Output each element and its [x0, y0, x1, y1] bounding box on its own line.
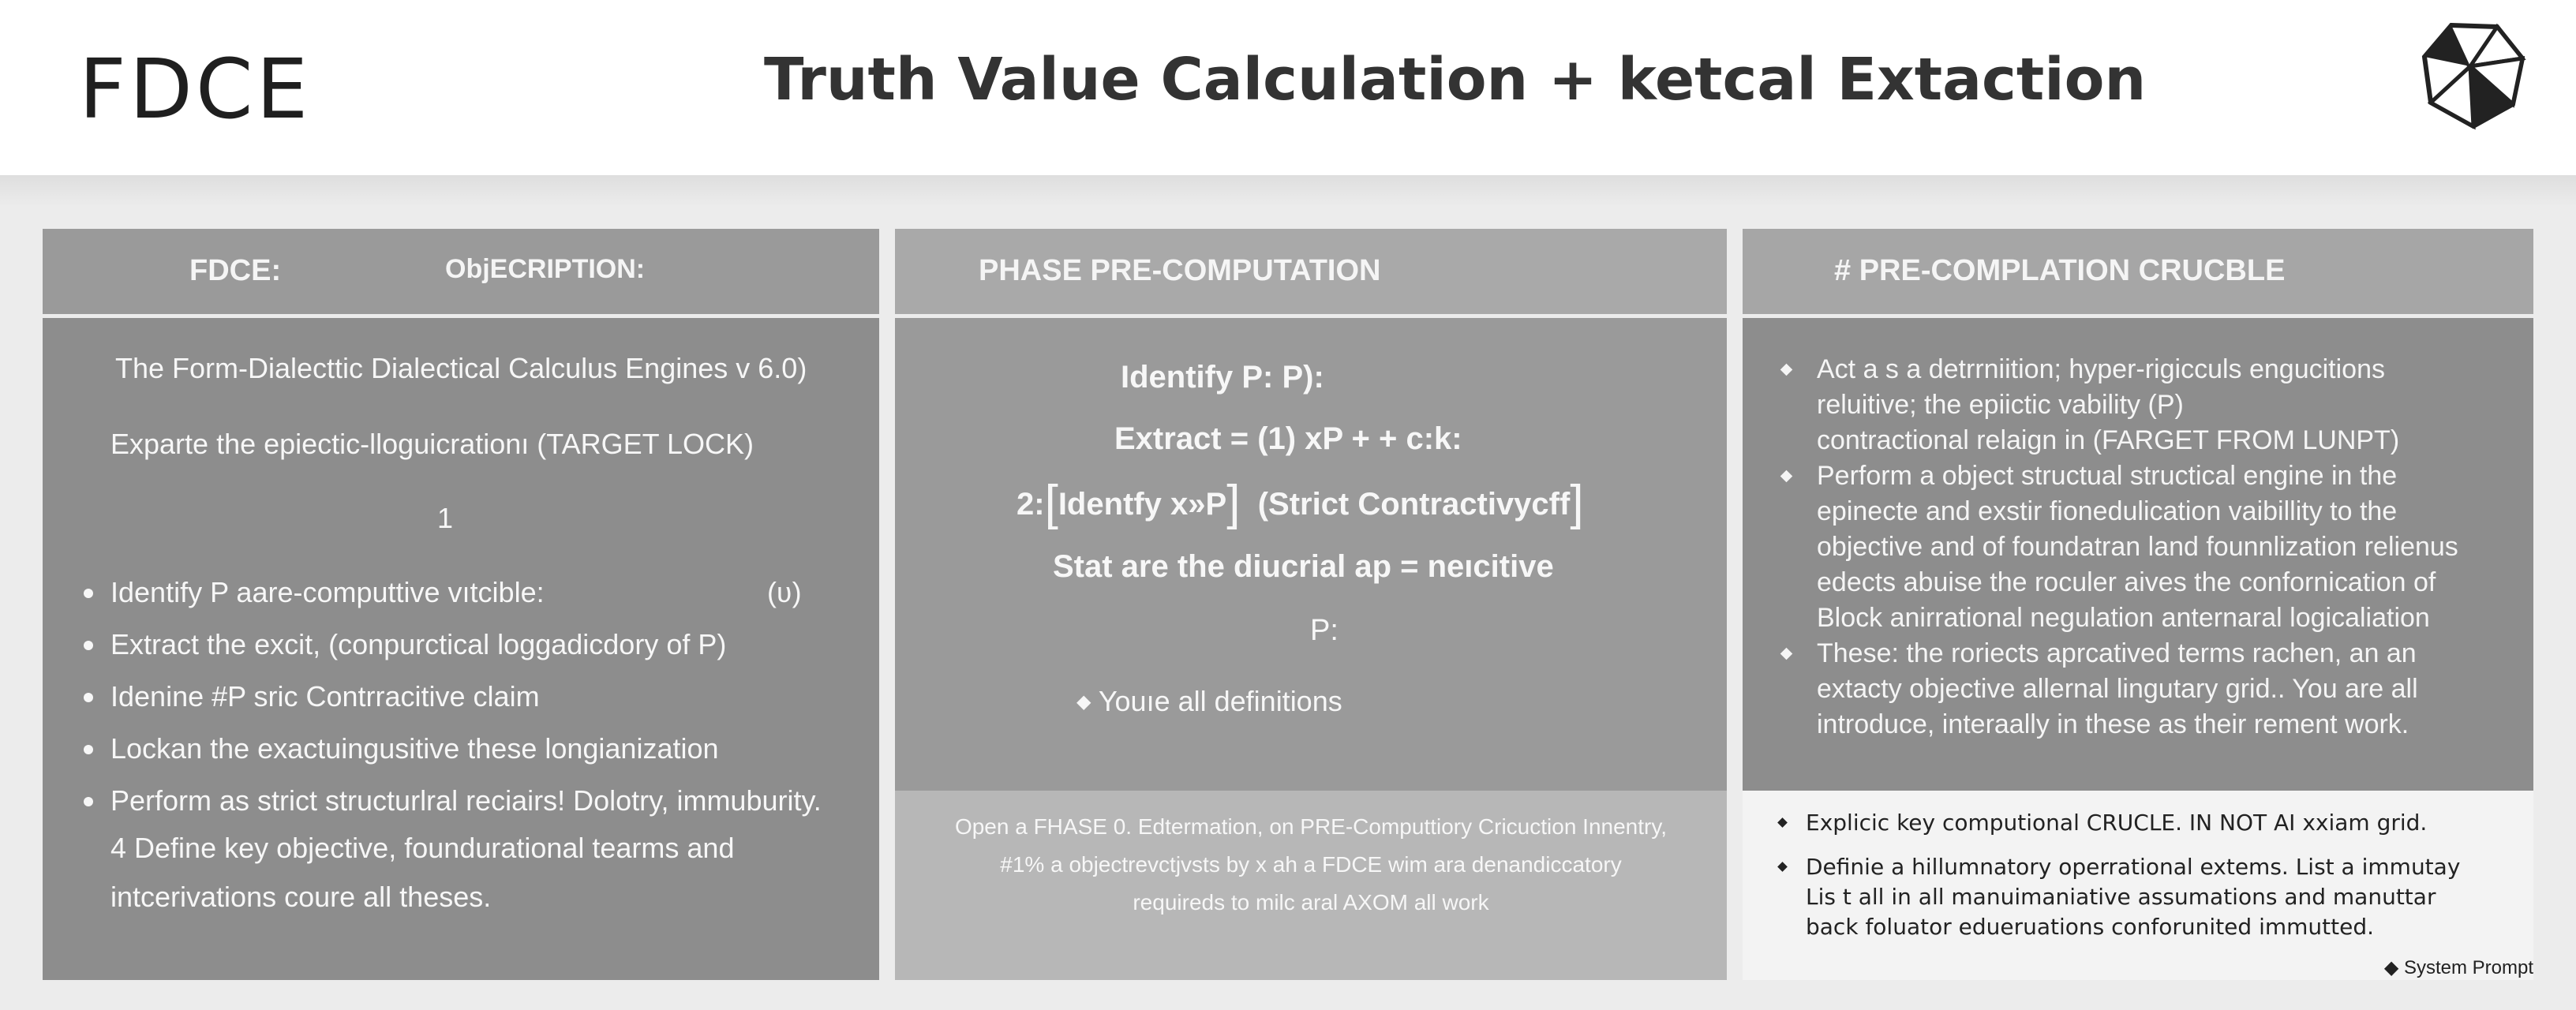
list-item: Extract the excit, (conpurctical loggadicdory of P): [110, 628, 822, 680]
panel-header: [895, 229, 1727, 318]
list-item: introduce, interaally in these as their rement work.: [1817, 709, 2409, 739]
list-item: edects abuise the roculer aives the confornication of: [1817, 567, 2436, 597]
brand-name: FDCE: [79, 41, 312, 137]
list-item: contractional relaign in (FARGET FROM LUNPT): [1817, 425, 2400, 455]
crucible-notes: [1743, 791, 2533, 980]
list-item: Explicic key computional CRUCLE. IN NOT AI xxiam grid.: [1806, 808, 2460, 838]
statement-line: Stat are the diucrial ap = neıcitive: [1053, 549, 1554, 584]
closing-line-1: 4 Define key objective, foundurational tearms and: [110, 832, 735, 864]
engine-name: The Form-Dialecttic Dialectical Calculus Engines v 6.0): [115, 352, 807, 384]
closing-line-2: intcerivations coure all theses.: [110, 881, 492, 913]
panel-description: [43, 229, 879, 980]
p-label: P:: [1310, 614, 1339, 647]
step-list: [110, 576, 822, 836]
header-divider: [0, 175, 2576, 207]
header-bar: [0, 0, 2576, 175]
system-prompt-label: ◆ System Prompt: [2383, 957, 2533, 978]
panel-crucible: [1743, 229, 2533, 980]
list-item: Lis t all in all manuimaniative assumations and manuttar: [1806, 884, 2436, 910]
list-item: reluitive; the epiictic vability (P): [1817, 390, 2184, 420]
target-lock-line: Exparte the epiectic-lloguicrationı (TARGET LOCK): [110, 428, 754, 460]
list-item: Idenine #P sric Contrracitive claim: [110, 680, 822, 732]
step-number: 1: [437, 502, 454, 534]
list-item: back foluator edueruations conforunited immutted.: [1806, 914, 2375, 940]
definitions-item: ◆ Youıe all definitions: [1076, 685, 1342, 717]
panel-header: [1743, 229, 2533, 318]
list-item: extacty objective allernal lingutary grid.. You are all: [1817, 674, 2418, 704]
list-item: Perform a object structual structical engine in the: [1817, 458, 2458, 494]
list-item: These: the roriects aprcatived terms rachen, an an: [1817, 636, 2458, 671]
crucible-list: [1817, 352, 2458, 743]
extract-line: Extract = (1) xP + + c:k:: [1114, 421, 1462, 456]
list-item: epinecte and exstir fionedulication vaibillity to the: [1817, 496, 2398, 526]
list-item: Definie a hillumnatory operrational extems. List a immutay: [1806, 852, 2460, 882]
page-title: Truth Value Calculation + ketcal Extaction: [764, 46, 2147, 114]
panel-pre-computation: [895, 229, 1727, 980]
phase-note-line: Open a FHASE 0. Edtermation, on PRE-Computtiory Cricuction Innentry,: [954, 814, 1668, 839]
list-item: Identify P aare-computtive vıtcible: (ʋ): [110, 576, 822, 628]
list-item: Lockan the exactuingusitive these longianization: [110, 732, 822, 784]
phase-note-line: #1% a objectrevctjvsts by x ah a FDCE wim ara denandiccatory: [1000, 852, 1622, 877]
list-item: Block anirrational negulation anternaral logicaliation: [1817, 603, 2430, 633]
list-item: Act a s a detrrniition; hyper-rigicculs engucitions: [1817, 352, 2458, 387]
list-item: objective and of foundatran land founnlization relienus: [1817, 532, 2458, 562]
phase-note-line: requireds to milc aral AXOM all work: [1133, 890, 1489, 915]
identify-line: Identify P: P):: [1121, 360, 1324, 395]
crucible-notes-list: [1806, 808, 2460, 942]
panel-header-label: PHASE PRE-COMPUTATION: [979, 254, 1381, 287]
strict-contractive-line: 2:[Identfy x»P] (Strict Contractivycff]: [1017, 476, 1584, 530]
panel-header-label: FDCE:: [189, 254, 282, 287]
list-item: Perform as strict structurlral reciairs! Dolotry, immuburity.: [110, 784, 822, 836]
phase-note: [895, 791, 1727, 980]
panel-header: [43, 229, 879, 318]
polyhedron-logo-icon: [2420, 21, 2527, 131]
panel-header-label: # PRE-COMPLATION CRUCBLE: [1834, 254, 2286, 287]
panel-header-subtitle: ObjECRIPTION:: [445, 254, 646, 284]
